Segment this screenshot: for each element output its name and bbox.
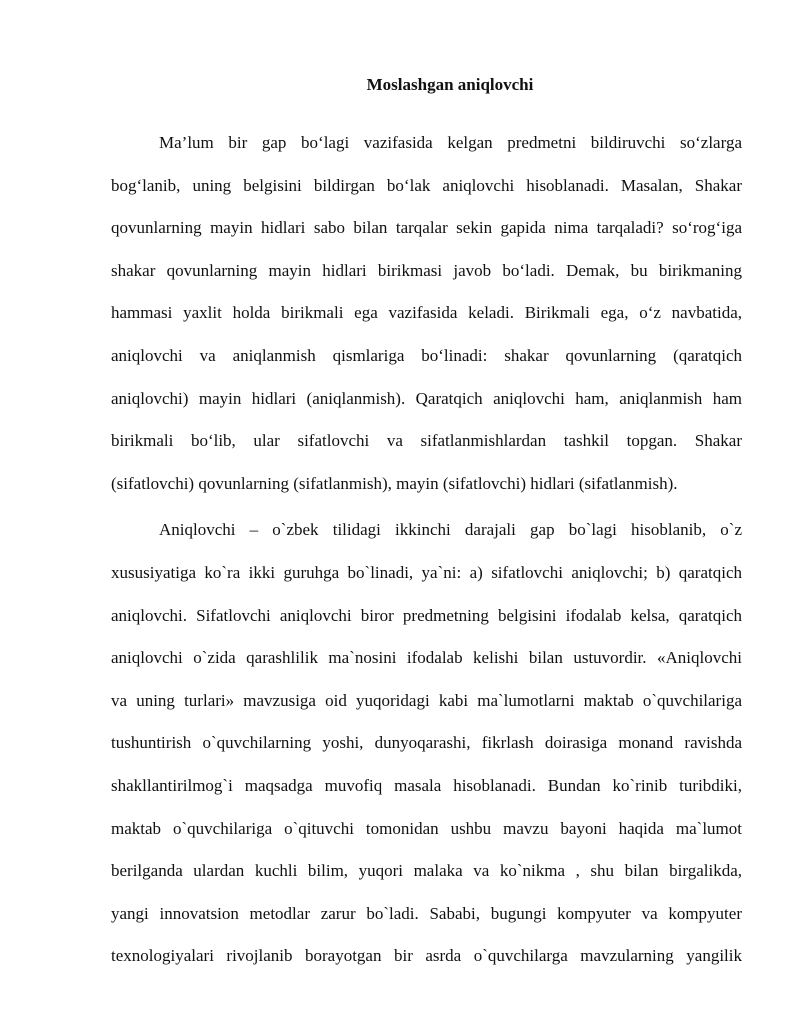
text-line: yangi innovatsion metodlar zarur bo`ladi. Sababi, bugungi kompyuter va kompyuter — [111, 903, 742, 923]
document-title: Moslashgan aniqlovchi — [366, 75, 534, 94]
text-line: shakar qovunlarning mayin hidlari birikmasi javob bo‘ladi. Demak, bu birikmaning — [111, 260, 742, 280]
text-line: Aniqlovchi – o`zbek tilidagi ikkinchi darajali gap bo`lagi hisoblanib, o`z — [159, 520, 742, 540]
text-line: texnologiyalari rivojlanib borayotgan bir asrda o`quvchilarga mavzularning yangilik — [111, 946, 742, 966]
paragraph-2 — [111, 509, 742, 978]
text-line: tushuntirish o`quvchilarning yoshi, dunyoqarashi, fikrlash doirasiga monand ravishda — [111, 733, 742, 753]
document-body — [111, 122, 742, 982]
text-line: birikmali bo‘lib, ular sifatlovchi va sifatlanmishlardan tashkil topgan. Shakar — [111, 431, 742, 451]
text-line: aniqlovchi o`zida qarashlilik ma`nosini ifodalab kelishi bilan ustuvordir. «Aniqlovchi — [111, 648, 742, 668]
text-line: bog‘lanib, uning belgisini bildirgan bo‘lak aniqlovchi hisoblanadi. Masalan, Shakar — [111, 175, 742, 195]
text-line: aniqlovchi va aniqlanmish qismlariga bo‘linadi: shakar qovunlarning (qaratqich — [111, 345, 742, 365]
text-line: hammasi yaxlit holda birikmali ega vazifasida keladi. Birikmali ega, o‘z navbatida, — [111, 303, 742, 323]
text-line: xususiyatiga ko`ra ikki guruhga bo`linadi, ya`ni: a) sifatlovchi aniqlovchi; b) qaratqich — [111, 562, 742, 582]
text-line: aniqlovchi. Sifatlovchi aniqlovchi biror predmetning belgisini ifodalab kelsa, qaratqich — [111, 605, 742, 625]
paragraph-1 — [111, 122, 742, 505]
text-line: va uning turlari» mavzusiga oid yuqoridagi kabi ma`lumotlarni maktab o`quvchilariga — [111, 690, 742, 710]
text-line: aniqlovchi) mayin hidlari (aniqlanmish). Qaratqich aniqlovchi ham, aniqlanmish ham — [111, 388, 742, 408]
text-line: qovunlarning mayin hidlari sabo bilan tarqalar sekin gapida nima tarqaladi? so‘rog‘iga — [111, 218, 742, 238]
text-line: shakllantirilmog`i maqsadga muvofiq masala hisoblanadi. Bundan ko`rinib turibdiki, — [111, 775, 742, 795]
text-line: maktab o`quvchilariga o`qituvchi tomonidan ushbu mavzu bayoni haqida ma`lumot — [111, 818, 742, 838]
text-line: (sifatlovchi) qovunlarning (sifatlanmish), mayin (sifatlovchi) hidlari (sifatlanmish). — [111, 473, 678, 493]
text-line: berilganda ulardan kuchli bilim, yuqori malaka va ko`nikma , shu bilan birgalikda, — [111, 861, 742, 881]
text-line: Ma’lum bir gap bo‘lagi vazifasida kelgan predmetni bildiruvchi so‘zlarga — [159, 133, 742, 152]
